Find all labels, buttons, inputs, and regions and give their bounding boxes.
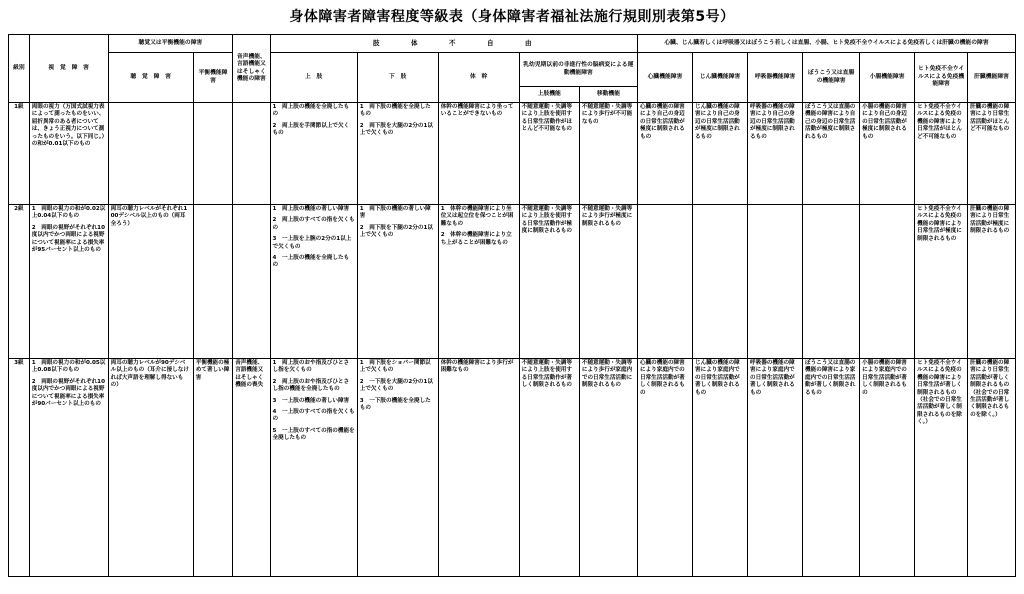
cell-speech [233,103,270,205]
header-liver: 肝臓機能障害 [968,53,1016,103]
cell-item: 2 両下肢を下腿の2分の1以上で欠くもの [359,224,433,239]
cell-upper [270,103,357,205]
cell-item: 2 両眼の視野がそれぞれ10度以内でかつ両眼による視野について視能率による損失率が95パーセント以上のもの [31,224,105,254]
cell-infant-upper [519,103,579,205]
document-title: 身体障害者障害程度等級表（身体障害者福祉法施行規則別表第5号） [289,9,735,25]
cell-balance [193,103,232,205]
cell-hiv [915,205,968,359]
cell-bladder [803,359,860,577]
cell-item: 不随意運動・失調等により上肢を使用する日常生活動作が極度に制限されるもの [521,206,572,235]
grade-label: 1級 [9,103,30,205]
cell-infant-upper [519,359,579,577]
cell-hearing [108,103,193,205]
cell-item: ぼうこう又は直腸の機能の障害により家庭内での日常生活活動が著しく制限されるもの [805,360,856,396]
header-infant: 乳幼児期以前の非進行性の脳病変による運動機能障害 [519,53,637,87]
cell-lower [357,205,438,359]
cell-item: 2 両上肢のおや指及びひとさし指の機能を全廃したもの [272,378,350,393]
table-body [9,103,1016,577]
cell-item: 1 両眼の視力の和が0.02以上0.04以下のもの [31,206,106,220]
cell-infant-move [579,359,637,577]
cell-item: 不随意運動・失調等により上肢を使用する日常生活動作が著しく制限されるもの [521,360,572,389]
cell-item: 両耳の聴力レベルが90デシベル以上のもの（耳介に接しなければ大声語を理解し得ないもの） [110,360,189,389]
cell-item: 1 両上肢の機能を全廃したもの [272,104,350,118]
header-hearing: 聴 覚 障 害 [108,53,193,103]
cell-item: 2 両上肢を手関節以上で欠くもの [272,122,350,137]
cell-item: 3 一上肢の機能の著しい障害 [272,397,350,404]
cell-item: 2 体幹の機能障害により立ち上がることが困難なもの [440,232,512,246]
cell-resp [748,103,803,205]
cell-balance [193,359,232,577]
header-heart: 心臓機能障害 [637,53,692,103]
cell-resp [748,205,803,359]
header-speech: 音声機能、言語機能又はそしゃく機能の障害 [233,35,270,103]
cell-item: 4 一上肢のすべての指を欠くもの [272,409,355,423]
disability-grade-table [8,34,1016,577]
cell-item: じん臓の機能の障害により自己の身辺の日常生活活動が極度に制限されるもの [695,104,740,140]
cell-visual [29,359,108,577]
header-balance: 平衡機能障害 [193,53,232,103]
cell-item: 両眼の視力（万国式試視力表によって測ったものをいい、屈折異常のある者については、きょう正視力について測ったものをいう。以下同じ。）の和が0.01以下のもの [31,104,105,148]
cell-trunk [438,103,519,205]
cell-intestine [860,359,915,577]
cell-kidney [693,103,748,205]
cell-item: 体幹の機能障害により坐っていることができないもの [440,104,514,118]
header-bladder: ぼうこう又は直腸の機能障害 [803,53,860,103]
header-kidney: じん臓機能障害 [693,53,748,103]
cell-item: 2 両眼の視野がそれぞれ10度以内でかつ両眼による視野について視能率による損失率が90パーセント以上のもの [31,378,105,408]
cell-item: 3 一下肢の機能を全廃したもの [359,397,431,412]
cell-item: ぼうこう又は直腸の機能の障害により自己の身辺の日常生活活動が極度に制限されるもの [805,104,856,140]
cell-bladder [803,205,860,359]
cell-item: ヒト免疫不全ウイルスによる免疫の機能の障害により日常生活がほとんど不可能なもの [917,104,962,140]
cell-hearing [108,359,193,577]
cell-item: 不随意運動・失調等により上肢を使用する日常生活動作がほとんど不可能なもの [521,104,572,133]
cell-lower [357,359,438,577]
cell-heart [637,205,692,359]
cell-upper [270,359,357,577]
cell-item: 不随意運動・失調等により歩行が極度に制限されるもの [581,206,633,227]
cell-hiv [915,359,968,577]
cell-item: 1 両眼の視力の和が0.05以上0.08以下のもの [31,360,106,374]
cell-balance [193,205,232,359]
header-resp: 呼吸器機能障害 [748,53,803,103]
cell-item: ヒト免疫不全ウイルスによる免疫の機能の障害により日常生活が著しく制限されるもの（社会での日常生活活動が著しく制限されるものを除く。） [917,360,962,426]
cell-item: 心臓の機能の障害により自己の身辺の日常生活活動が極度に制限されるもの [639,104,685,140]
cell-item: 小腸の機能の障害により家庭内での日常生活活動が著しく制限されるもの [862,360,907,396]
cell-item: 1 体幹の機能障害により坐位又は起立位を保つことが困難なもの [440,206,514,227]
cell-heart [637,359,692,577]
cell-visual [29,103,108,205]
cell-heart [637,103,692,205]
cell-visual [29,205,108,359]
header-intestine: 小腸機能障害 [860,53,915,103]
cell-trunk [438,205,519,359]
cell-resp [748,359,803,577]
cell-item: 呼吸器の機能の障害により家庭内での日常生活活動が著しく制限されるもの [750,360,795,396]
cell-item: 不随意運動・失調等により歩行が家庭内での日常生活活動に制限されるもの [581,360,633,389]
cell-upper [270,205,357,359]
header-grade: 級別 [9,35,30,103]
cell-liver [968,359,1016,577]
cell-item: 1 両下肢をショパー関節以上で欠くもの [359,360,431,374]
cell-speech [233,359,270,577]
header-trunk: 体 幹 [438,53,519,103]
cell-trunk [438,359,519,577]
cell-infant-move [579,103,637,205]
cell-item: 平衡機能の極めて著しい障害 [195,360,230,381]
cell-item: 体幹の機能障害により歩行が困難なもの [440,360,514,374]
cell-item: 2 両下肢を大腿の2分の1以上で欠くもの [359,122,433,137]
cell-item: 3 一上肢を上腕の2分の1以上で欠くもの [272,236,352,250]
grade-label: 2級 [9,205,30,359]
grade-label: 3級 [9,359,30,577]
cell-item: 4 一上肢の機能を全廃したもの [272,255,350,269]
header-hiv: ヒト免疫不全ウイルスによる免疫機能障害 [915,53,968,103]
cell-speech [233,205,270,359]
cell-item: 肝臓の機能の障害により日常生活活動がほとんど不可能なもの [970,104,1010,133]
header-visual: 視 覚 障 害 [29,35,108,103]
cell-item: 音声機能、言語機能又はそしゃく機能の喪失 [235,360,264,389]
cell-item: ヒト免疫不全ウイルスによる免疫の機能の障害により日常生活が極度に制限されるもの [917,206,962,242]
cell-hearing [108,205,193,359]
cell-bladder [803,103,860,205]
cell-item: 1 両下肢の機能を全廃したもの [359,104,431,118]
table-row [9,205,1016,359]
cell-lower [357,103,438,205]
cell-item: じん臓の機能の障害により家庭内での日常生活活動が著しく制限されるもの [695,360,740,396]
cell-item: 2 一下肢を大腿の2分の1以上で欠くもの [359,378,433,393]
cell-infant-move [579,205,637,359]
header-internal: 心臓、じん臓若しくは呼吸器又はぼうこう若しくは直腸、小腸、ヒト免疫不全ウイルスによる免疫若しくは肝臓の機能の障害 [637,35,1015,53]
header-hearing-balance: 聴覚又は平衡機能の障害 [108,35,233,53]
cell-item: 5 一上肢のすべての指の機能を全廃したもの [272,427,355,442]
cell-item: 1 両上肢のおや指及びひとさし指を欠くもの [272,360,350,374]
cell-item: 肝臓の機能の障害により日常生活活動が著しく制限されるもの（社会での日常生活活動が著しく制限されるものを除く。） [970,360,1010,418]
header-limb: 肢 体 不 自 由 [270,35,637,53]
cell-item: 呼吸器の機能の障害により自己の身辺の日常生活活動が極度に制限されるもの [750,104,795,140]
table-row [9,359,1016,577]
cell-liver [968,103,1016,205]
cell-item: 1 両上肢の機能の著しい障害 [272,206,350,212]
cell-kidney [693,359,748,577]
cell-item: 不随意運動・失調等により歩行が不可能なもの [581,104,633,125]
cell-liver [968,205,1016,359]
cell-item: 肝臓の機能の障害により日常生活活動が極度に制限されるもの [970,206,1010,235]
header-upper: 上 肢 [270,53,357,103]
header-infant-move: 移動機能 [579,87,637,103]
cell-item: 心臓の機能の障害により家庭内での日常生活活動が著しく制限されるもの [639,360,685,396]
cell-intestine [860,205,915,359]
header-lower: 下 肢 [357,53,438,103]
cell-kidney [693,205,748,359]
table-row [9,103,1016,205]
header-infant-upper: 上肢機能 [519,87,579,103]
cell-intestine [860,103,915,205]
cell-hiv [915,103,968,205]
cell-infant-upper [519,205,579,359]
cell-item: 小腸の機能の障害により自己の身辺の日常生活活動が極度に制限されるもの [862,104,907,140]
cell-item: 1 両下肢の機能の著しい障害 [359,206,431,220]
cell-item: 2 両上肢のすべての指を欠くもの [272,217,355,231]
cell-item: 両耳の聴力レベルがそれぞれ100デシベル以上のもの（両耳全ろう） [110,206,188,227]
